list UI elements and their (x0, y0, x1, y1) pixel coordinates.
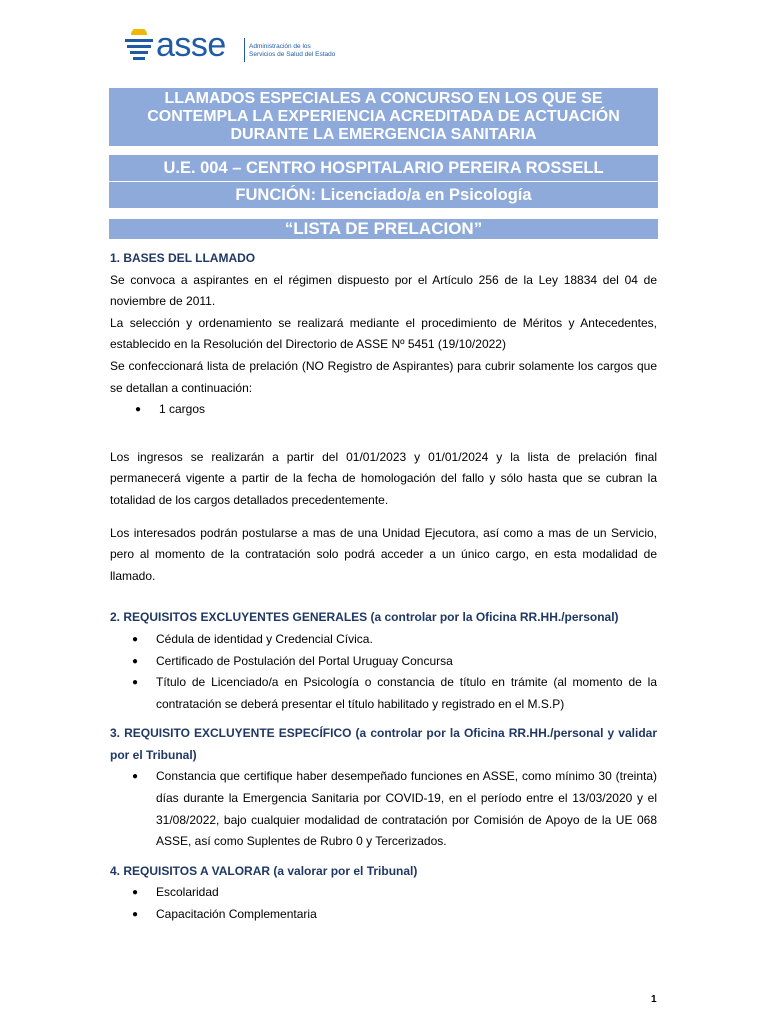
unit-band: U.E. 004 – CENTRO HOSPITALARIO PEREIRA ROSSELL (109, 155, 658, 181)
asse-emblem-icon (123, 29, 155, 65)
section-4-heading: 4. REQUISITOS A VALORAR (a valorar por el Tribunal) (110, 863, 418, 878)
bullet-icon: ● (132, 633, 139, 645)
list-item: ● 1 cargos (110, 399, 657, 421)
section-3-list (110, 766, 657, 852)
logo-divider (244, 38, 245, 62)
page-number: 1 (651, 994, 657, 1005)
list-title-band: “LISTA DE PRELACION” (109, 219, 658, 239)
section-1-paragraph-4: Los ingresos se realizarán a partir del 01/01/2023 y 01/01/2024 y la lista de prelación final permanecerá vigente a partir de la fecha de homologación del fallo y sólo hasta que se cubran la totalidad de los cargos detallados precedentemente. (110, 449, 657, 507)
title-line-2: CONTEMPLA LA EXPERIENCIA ACREDITADA DE ACTUACIÓN (147, 108, 620, 125)
list-item: ● Capacitación Complementaria (110, 904, 657, 926)
list-item: ● Certificado de Postulación del Portal Uruguay Concursa (110, 651, 657, 673)
section-3-heading: 3. REQUISITO EXCLUYENTE ESPECÍFICO (a controlar por la Oficina RR.HH./personal y validar por el Tribunal) (110, 726, 657, 762)
section-2-list (110, 629, 657, 715)
bullet-icon: ● (132, 771, 139, 783)
title-line-3: DURANTE LA EMERGENCIA SANITARIA (230, 126, 537, 143)
logo-subtitle-line2: Servicios de Salud del Estado (249, 50, 336, 58)
section-2-heading: 2. REQUISITOS EXCLUYENTES GENERALES (a controlar por la Oficina RR.HH./personal) (110, 610, 619, 625)
asse-logo (123, 26, 383, 66)
title-line-1: LLAMADOS ESPECIALES A CONCURSO EN LOS QUE SE (164, 90, 603, 107)
section-1-paragraph-3: Se confeccionará lista de prelación (NO Registro de Aspirantes) para cubrir solamente los cargos que se detallan a continuación: (110, 358, 657, 395)
function-band: FUNCIÓN: Licenciado/a en Psicología (109, 182, 658, 208)
section-1-paragraph-2: La selección y ordenamiento se realizará mediante el procedimiento de Méritos y Antecedentes, establecido en la Resolución del Directorio de ASSE Nº 5451 (19/10/2022) (110, 315, 657, 352)
section-1-heading: 1. BASES DEL LLAMADO (110, 251, 256, 265)
logo-brand: asse (156, 26, 226, 64)
section-1-list (110, 399, 657, 421)
bullet-icon: ● (132, 909, 139, 921)
bullet-icon: ● (135, 404, 142, 416)
section-4-list (110, 882, 657, 925)
document-body (110, 248, 657, 926)
list-item: ● Escolaridad (110, 882, 657, 904)
logo-subtitle (249, 43, 335, 58)
list-item: ● Título de Licenciado/a en Psicología o constancia de título en trámite (al momento de la contratación se deberá presentar el título habilitado y registrado en el M.S.P) (110, 672, 657, 715)
bullet-icon: ● (132, 655, 139, 667)
bullet-icon: ● (132, 677, 139, 689)
bullet-icon: ● (132, 887, 139, 899)
section-1-paragraph-1: Se convoca a aspirantes en el régimen dispuesto por el Artículo 256 de la Ley 18834 del 04 de noviembre de 2011. (110, 272, 657, 309)
section-1-paragraph-5: Los interesados podrán postularse a mas de una Unidad Ejecutora, así como a mas de un Servicio, pero al momento de la contratación solo podrá acceder a un único cargo, en esta modalidad de llamado. (110, 525, 657, 583)
title-band (109, 88, 658, 146)
list-item: ● Cédula de identidad y Credencial Cívica. (110, 629, 657, 651)
logo-subtitle-line1: Administración de los (249, 43, 311, 50)
list-item: ● Constancia que certifique haber desempeñado funciones en ASSE, como mínimo 30 (treinta) días durante la Emergencia Sanitaria por COVID-19, en el período entre el 13/03/2020 y el 31/08/2022, bajo cualquier modalidad de contratación por Comisión de Apoyo de la UE 068 ASSE, así como Suplentes de Rubro 0 y Tercerizados. (110, 766, 657, 852)
